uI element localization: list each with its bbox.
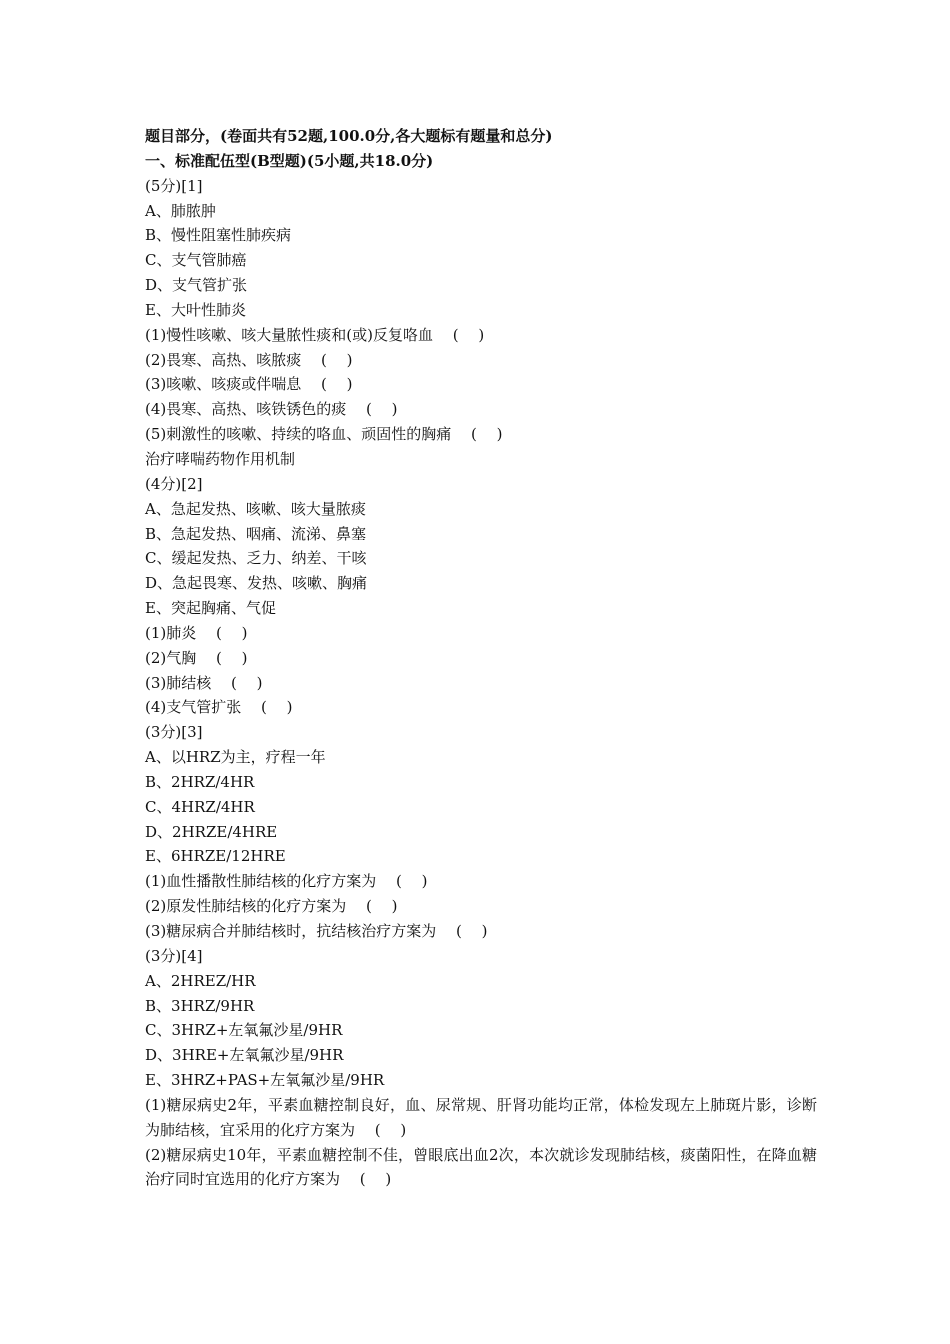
option-a: A、急起发热、咳嗽、咳大量脓痰 [145, 499, 366, 518]
option-a: A、2HREZ/HR [145, 971, 256, 990]
option-e: E、3HRZ+PAS+左氧氟沙星/9HR [145, 1071, 385, 1090]
sub-item: (4)畏寒、高热、咳铁锈色的痰 ( ) [145, 400, 398, 419]
sub-item: (2)原发性肺结核的化疗方案为 ( ) [145, 897, 398, 916]
sub-item: (1)糖尿病史2年，平素血糖控制良好，血、尿常规、肝肾功能均正常，体检发现左上肺斑片影，诊断为肺结核，宜采用的化疗方案为 ( ) [145, 1095, 817, 1139]
option-d: D、急起畏寒、发热、咳嗽、胸痛 [145, 574, 368, 593]
option-d: D、2HRZE/4HRE [145, 822, 278, 841]
question-heading: (5分)[1] [145, 176, 203, 195]
option-e: E、6HRZE/12HRE [145, 847, 286, 866]
option-d: D、支气管扩张 [145, 276, 248, 295]
sub-item: (2)畏寒、高热、咳脓痰 ( ) [145, 350, 353, 369]
question-2 [145, 472, 817, 720]
question-heading: (3分)[3] [145, 723, 203, 742]
option-d: D、3HRE+左氧氟沙星/9HR [145, 1046, 344, 1065]
sub-item: (3)糖尿病合并肺结核时，抗结核治疗方案为 ( ) [145, 922, 488, 940]
option-e: E、突起胸痛、气促 [145, 599, 276, 618]
question-heading: (3分)[4] [145, 946, 203, 965]
option-a: A、以HRZ为主，疗程一年 [145, 748, 326, 767]
option-b: B、2HRZ/4HR [145, 772, 255, 791]
question-note: 治疗哮喘药物作用机制 [145, 449, 296, 468]
question-heading: (4分)[2] [145, 474, 203, 493]
option-c: C、4HRZ/4HR [145, 797, 255, 816]
option-b: B、急起发热、咽痛、流涕、鼻塞 [145, 524, 367, 543]
section-title: 一、标准配伍型(B型题)(5小题,共18.0分) [145, 151, 434, 170]
option-e: E、大叶性肺炎 [145, 300, 246, 319]
option-b: B、慢性阻塞性肺疾病 [145, 226, 292, 245]
question-3 [145, 720, 817, 944]
option-c: C、缓起发热、乏力、纳差、干咳 [145, 549, 367, 568]
sub-item: (1)慢性咳嗽、咳大量脓性痰和(或)反复咯血 ( ) [145, 325, 485, 344]
sub-item: (1)血性播散性肺结核的化疗方案为 ( ) [145, 872, 428, 891]
sub-item: (2)糖尿病史10年，平素血糖控制不佳，曾眼底出血2次，本次就诊发现肺结核，痰菌阳性，在降血糖治疗同时宜选用的化疗方案为 ( ) [145, 1145, 817, 1189]
sub-item: (1)肺炎 ( ) [145, 623, 248, 642]
question-4 [145, 944, 817, 1192]
sub-item: (5)刺激性的咳嗽、持续的咯血、顽固性的胸痛 ( ) [145, 425, 503, 444]
sub-item: (3)咳嗽、咳痰或伴喘息 ( ) [145, 375, 353, 394]
question-1 [145, 174, 817, 472]
option-a: A、肺脓肿 [145, 201, 216, 220]
option-c: C、3HRZ+左氧氟沙星/9HR [145, 1021, 343, 1040]
exam-header: 题目部分，(卷面共有52题,100.0分,各大题标有题量和总分) [145, 127, 553, 145]
sub-item: (3)肺结核 ( ) [145, 673, 263, 692]
option-b: B、3HRZ/9HR [145, 996, 255, 1015]
document-content [145, 124, 817, 1192]
sub-item: (2)气胸 ( ) [145, 648, 248, 667]
option-c: C、支气管肺癌 [145, 251, 247, 270]
sub-item: (4)支气管扩张 ( ) [145, 698, 293, 717]
